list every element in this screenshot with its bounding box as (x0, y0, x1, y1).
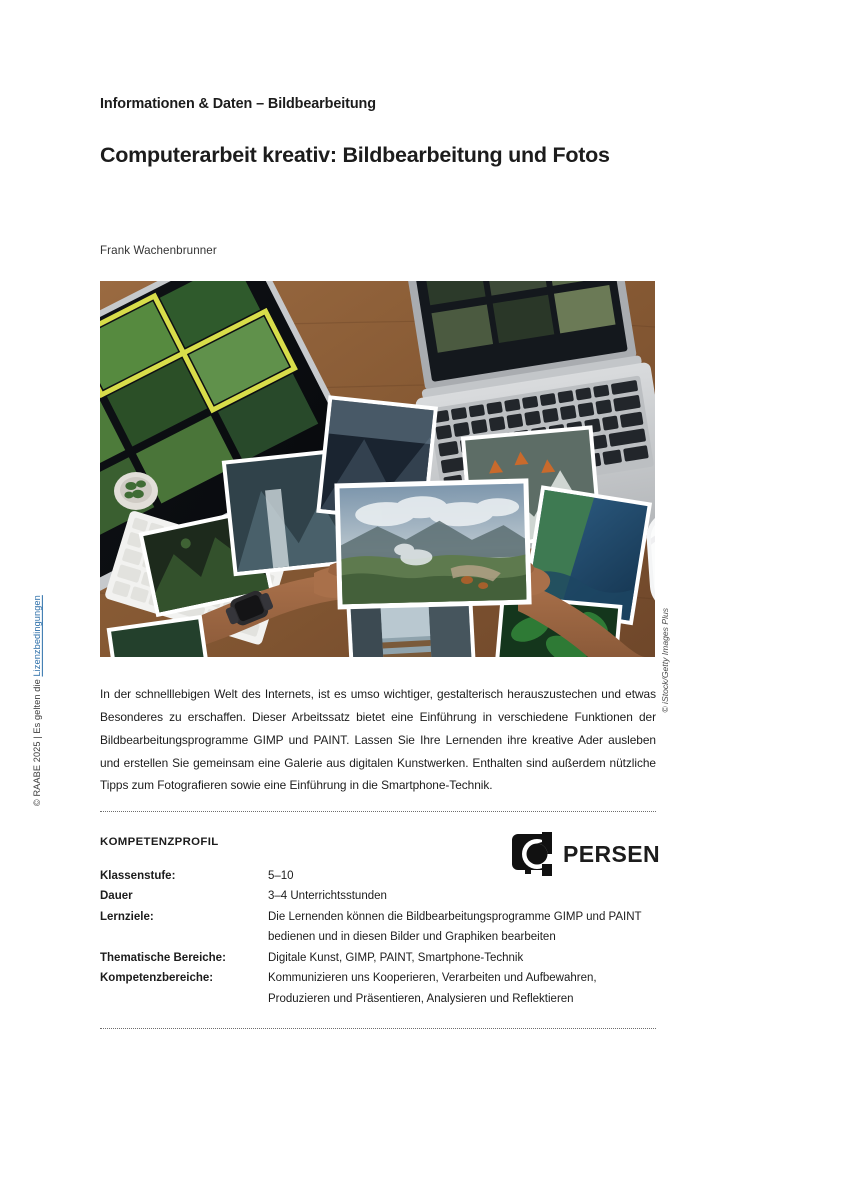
image-credit-text: © iStock/Getty Images Plus (659, 608, 670, 714)
series-label: Informationen & Daten – Bildbearbeitung (100, 96, 376, 112)
row-label-dauer: Dauer (100, 890, 133, 903)
row-value-klassenstufe: 5–10 (268, 870, 294, 882)
divider-top (100, 811, 656, 812)
row-value-lernziele: Die Lernenden können die Bildbearbeitungsprogramme GIMP und PAINT bedienen und in diesen Bilder und Graphiken bearbeiten (268, 910, 642, 944)
page-title: Computerarbeit kreativ: Bildbearbeitung und Fotos (100, 143, 610, 167)
copyright-text (32, 595, 41, 806)
table-row (100, 886, 656, 906)
row-label-kompetenzbereiche: Kompetenzbereiche: (100, 972, 214, 985)
persen-p-mark-icon (506, 830, 554, 878)
row-value-thematische-bereiche: Digitale Kunst, GIMP, PAINT, Smartphone-Technik (268, 951, 524, 964)
publisher-name: PERSEN (563, 840, 660, 867)
row-value-dauer: 3–4 Unterrichtsstunden (268, 890, 387, 903)
row-value-kompetenzbereiche: Kommunizieren uns Kooperieren, Verarbeiten und Aufbewahren, Produzieren und Präsentieren, Analysieren und Reflektieren (268, 972, 597, 1005)
row-label-lernziele: Lernziele: (100, 910, 154, 923)
image-credit-rail (654, 495, 676, 714)
copyright-prefix: © RAABE 2025 | Es gelten die (31, 676, 42, 806)
author-name: Frank Wachenbrunner (100, 244, 217, 257)
table-row (100, 907, 656, 948)
license-link[interactable]: Lizenzbedingungen (31, 594, 42, 677)
competence-profile-heading: KOMPETENZPROFIL (100, 836, 219, 848)
publisher-logo (506, 830, 660, 878)
row-label-klassenstufe: Klassenstufe: (100, 870, 176, 882)
intro-paragraph: In der schnelllebigen Welt des Internets, ist es umso wichtiger, gestalterisch herauszustechen und etwas Besonderes zu erschaffen. Dieser Arbeitssatz bietet eine Einführung in verschiedene Funktionen der Bildbearbeitungsprogramme GIMP und PAINT. Lassen Sie Ihre Lernenden ihre kreative Ader ausleben und erstellen Sie gemeinsam eine Galerie aus digitalen Kunstwerken. Enthalten sind außerdem nützliche Tipps zum Fotografieren sowie eine Einführung in die Smartphone-Technik. (100, 687, 656, 793)
competence-profile-table (100, 866, 656, 1009)
row-label-thematische-bereiche: Thematische Bereiche: (100, 951, 226, 964)
table-row (100, 968, 656, 1009)
divider-bottom (100, 1028, 656, 1029)
hero-image (100, 281, 655, 657)
copyright-rail (26, 455, 48, 806)
table-row (100, 948, 656, 968)
